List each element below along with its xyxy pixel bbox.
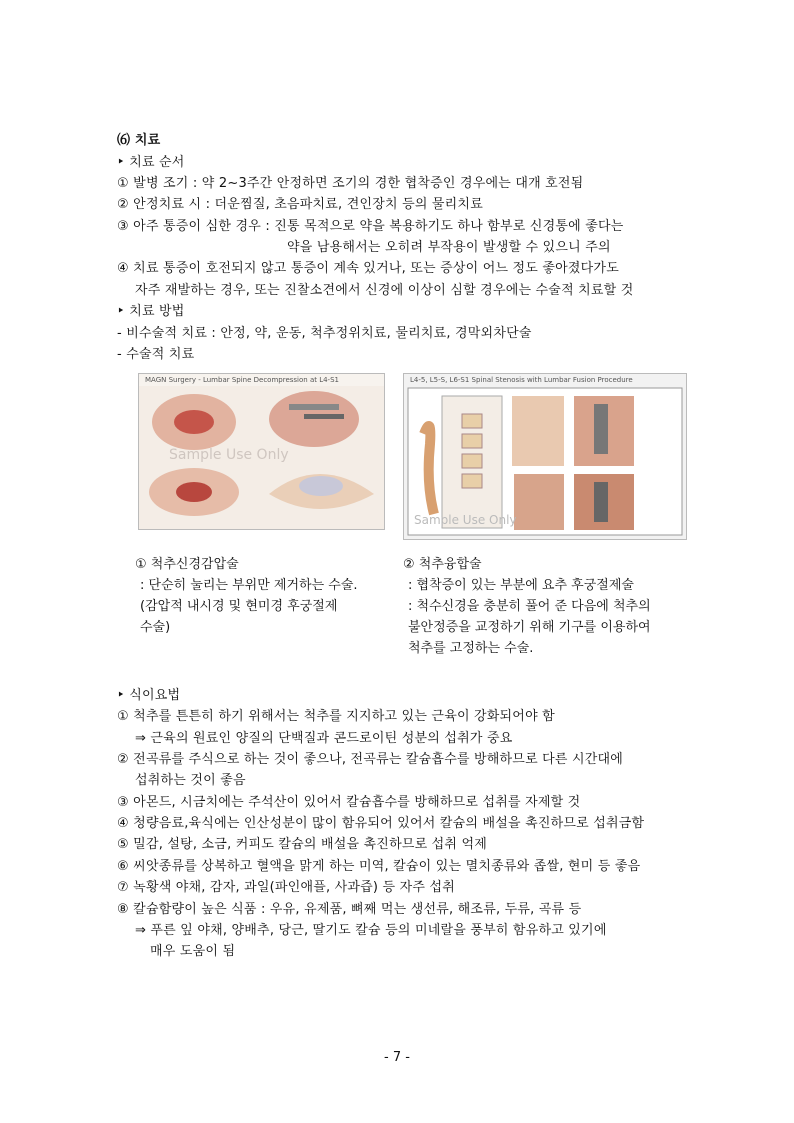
order-item-1: ① 발병 조기 : 약 2~3주간 안정하면 조기의 경한 협착증인 경우에는 대개 호전됨 bbox=[117, 176, 584, 191]
order-title: ‣ 치료 순서 bbox=[117, 155, 185, 170]
caption-right-title: ② 척추융합술 bbox=[403, 557, 482, 572]
diet-item-7: ⑦ 녹황색 야채, 감자, 과일(파인애플, 사과즙) 등 자주 섭취 bbox=[117, 880, 455, 895]
caption-left-line-1: : 단순히 눌리는 부위만 제거하는 수술. bbox=[140, 578, 358, 593]
caption-left-line-2: (감압적 내시경 및 현미경 후궁절제 bbox=[140, 599, 338, 614]
diet-item-8: ⑧ 칼슘함량이 높은 식품 : 우유, 유제품, 뼈째 먹는 생선류, 해조류, 두류, 곡류 등 bbox=[117, 902, 582, 917]
order-item-2: ② 안정치료 시 : 더운찜질, 초음파치료, 견인장치 등의 물리치료 bbox=[117, 197, 483, 212]
diet-item-6: ⑥ 씨앗종류를 상복하고 혈액을 맑게 하는 미역, 칼슘이 있는 멸치종류와 좁쌀, 현미 등 좋음 bbox=[117, 859, 641, 874]
order-item-4-cont: 자주 재발하는 경우, 또는 진찰소견에서 신경에 이상이 심할 경우에는 수술적 치료할 것 bbox=[135, 283, 634, 298]
page-heading: ⑹ 치료 bbox=[117, 133, 161, 148]
order-item-3: ③ 아주 통증이 심한 경우 : 진통 목적으로 약을 복용하기도 하나 함부로 신경통에 좋다는 bbox=[117, 219, 624, 234]
diet-item-1-sub: ⇒ 근육의 원료인 양질의 단백질과 콘드로이틴 성분의 섭취가 중요 bbox=[135, 731, 513, 746]
diet-item-8-sub: ⇒ 푸른 잎 야채, 양배추, 당근, 딸기도 칼슘 등의 미네랄을 풍부히 함유하고 있기에 bbox=[135, 923, 607, 938]
caption-left-line-3: 수술) bbox=[140, 620, 171, 635]
watermark-right: Sample Use Only bbox=[414, 513, 517, 527]
decompression-illustration bbox=[139, 374, 384, 529]
figure-fusion: L4-5, L5-S, L6-S1 Spinal Stenosis with Lumbar Fusion Procedure Sample Use Only bbox=[403, 373, 687, 540]
caption-right-line-2: : 척수신경을 충분히 풀어 준 다음에 척추의 bbox=[408, 599, 651, 614]
caption-right-line-3: 불안정증을 교정하기 위해 기구를 이용하여 bbox=[408, 620, 651, 635]
method-nonsurgical: - 비수술적 치료 : 안정, 약, 운동, 척추정위치료, 물리치료, 경막외차단술 bbox=[117, 326, 532, 341]
diet-title: ‣ 식이요법 bbox=[117, 688, 181, 703]
order-item-3-cont: 약을 남용해서는 오히려 부작용이 발생할 수 있으니 주의 bbox=[287, 240, 611, 255]
diet-item-8-sub-cont: 매우 도움이 됨 bbox=[150, 944, 236, 959]
order-item-4: ④ 치료 통증이 호전되지 않고 통증이 계속 있거나, 또는 증상이 어느 정도 좋아졌다가도 bbox=[117, 261, 619, 276]
fusion-illustration bbox=[404, 374, 686, 539]
caption-left-title: ① 척추신경감압술 bbox=[135, 557, 239, 572]
caption-right-line-1: : 협착증이 있는 부분에 요추 후궁절제술 bbox=[408, 578, 634, 593]
page-number: - 7 - bbox=[384, 1050, 410, 1065]
figure-decompression: MAGN Surgery - Lumbar Spine Decompression at L4-S1 Sample Use Only bbox=[138, 373, 385, 530]
diet-item-1: ① 척추를 튼튼히 하기 위해서는 척추를 지지하고 있는 근육이 강화되어야 함 bbox=[117, 709, 555, 724]
diet-item-2: ② 전곡류를 주식으로 하는 것이 좋으나, 전곡류는 칼슘흡수를 방해하므로 다른 시간대에 bbox=[117, 752, 624, 767]
method-surgical: - 수술적 치료 bbox=[117, 347, 195, 362]
diet-item-5: ⑤ 밀감, 설탕, 소금, 커피도 칼슘의 배설을 촉진하므로 섭취 억제 bbox=[117, 837, 488, 852]
diet-item-2-cont: 섭취하는 것이 좋음 bbox=[135, 773, 246, 788]
method-title: ‣ 치료 방법 bbox=[117, 304, 185, 319]
diet-item-4: ④ 청량음료,육식에는 인산성분이 많이 함유되어 있어서 칼슘의 배설을 촉진하므로 섭취금함 bbox=[117, 816, 645, 831]
caption-right-line-4: 척추를 고정하는 수술. bbox=[408, 641, 534, 656]
watermark-left: Sample Use Only bbox=[169, 447, 289, 463]
diet-item-3: ③ 아몬드, 시금치에는 주석산이 있어서 칼슘흡수를 방해하므로 섭취를 자제할 것 bbox=[117, 795, 581, 810]
